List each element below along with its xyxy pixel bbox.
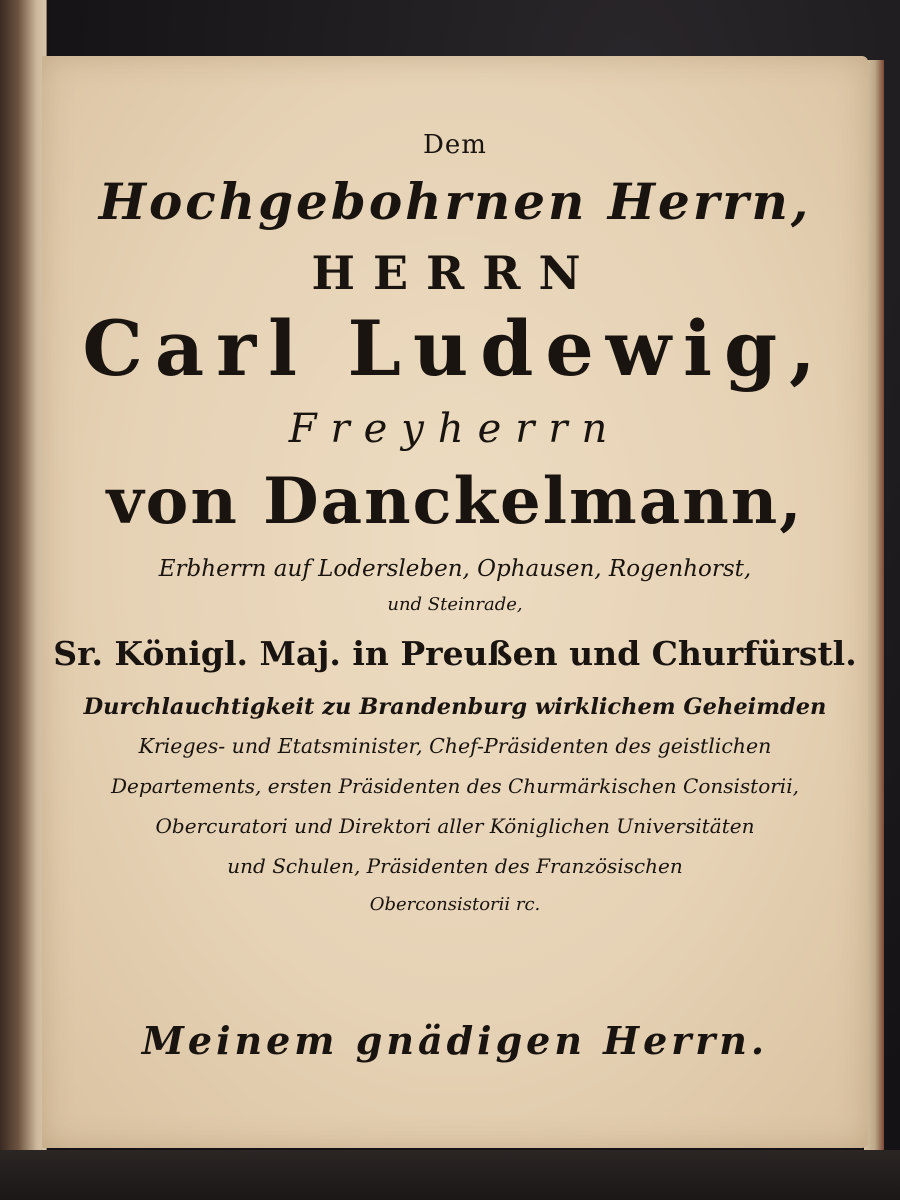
background-surface xyxy=(0,1150,900,1200)
dedication-line-krieges: Krieges- und Etatsminister, Chef-Präsidenten des geistlichen xyxy=(138,734,772,758)
dedication-line-steinrade: und Steinrade, xyxy=(387,594,523,615)
dedication-line-erbherrn: Erbherrn auf Lodersleben, Ophausen, Rogenhorst, xyxy=(158,556,752,582)
dedication-line-dem: Dem xyxy=(423,130,487,160)
dedication-line-departements: Departements, ersten Präsidenten des Churmärkischen Consistorii, xyxy=(111,774,799,798)
dedication-line-oberconsistorii: Oberconsistorii rc. xyxy=(369,894,541,915)
dedication-line-hochgebohrnen: Hochgebohrnen Herrn, xyxy=(98,172,812,231)
dedication-family-name: von Danckelmann, xyxy=(106,464,804,539)
dedication-line-koenigl: Sr. Königl. Maj. in Preußen und Churfürstl. xyxy=(53,634,857,673)
dedication-page xyxy=(42,56,868,1148)
left-page-edge xyxy=(0,0,47,1200)
dedication-line-schulen: und Schulen, Präsidenten des Französischen xyxy=(227,854,683,878)
dedication-name: Carl Ludewig, xyxy=(82,304,828,393)
dedication-line-herrn: HERRN xyxy=(311,246,599,300)
dedication-closing: Meinem gnädigen Herrn. xyxy=(141,1018,769,1063)
dedication-line-obercuratori: Obercuratori und Direktori aller Königlichen Universitäten xyxy=(155,814,755,838)
dedication-line-freyherrn: Freyherrn xyxy=(288,406,622,452)
dedication-line-durchlauchtigkeit: Durchlauchtigkeit zu Brandenburg wirklichem Geheimden xyxy=(83,694,827,720)
dedication-text xyxy=(42,56,868,1148)
